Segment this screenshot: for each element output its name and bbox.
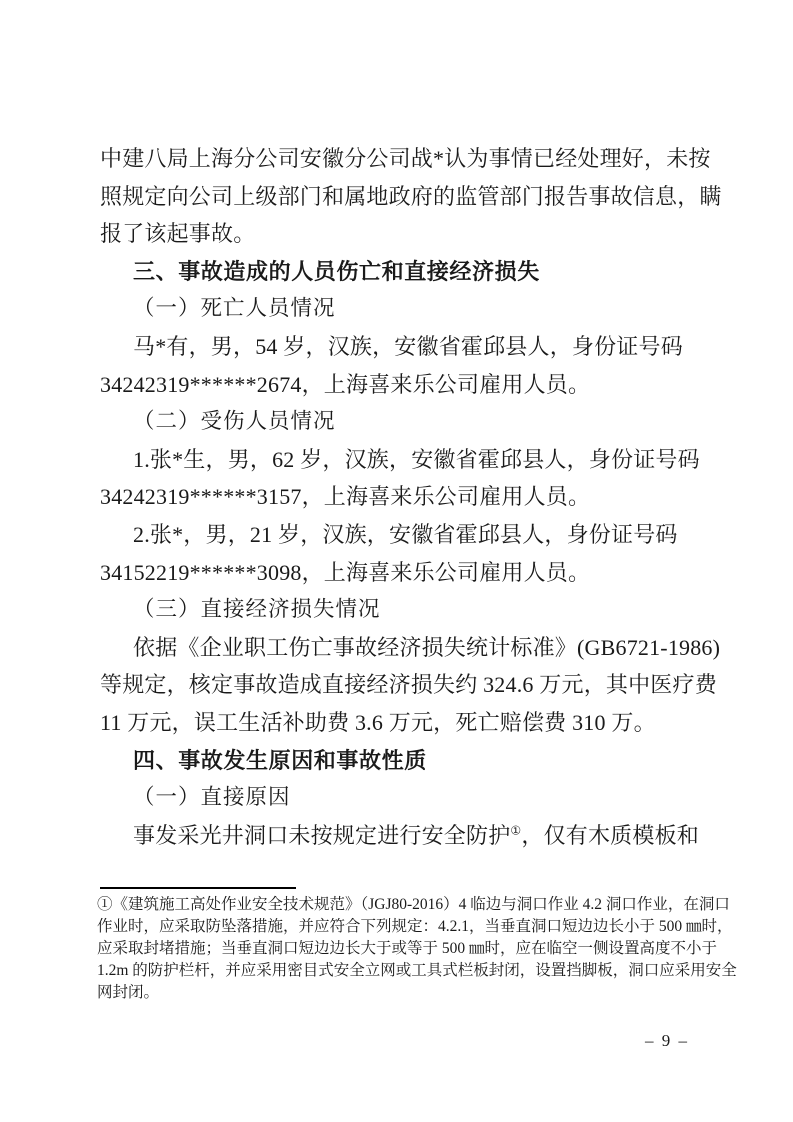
footnote-line: 应采取封堵措施；当垂直洞口短边边长大于或等于 500 ㎜时，应在临空一侧设置高度不小于: [97, 939, 718, 957]
footnote-line: ①《建筑施工高处作业安全技术规范》（JGJ80-2016）4 临边与洞口作业 4.2 洞口作业，在洞口: [97, 896, 730, 913]
section-heading-causes: 四、事故发生原因和事故性质: [133, 747, 427, 773]
body-line: 马*有，男，54 岁，汉族，安徽省霍邱县人，身份证号码: [133, 333, 683, 359]
body-line: 照规定向公司上级部门和属地政府的监管部门报告事故信息，瞒: [100, 183, 722, 209]
subsection-title-direct-cause: （一）直接原因: [133, 785, 291, 810]
body-line: 34152219******3098，上海喜来乐公司雇用人员。: [100, 559, 591, 585]
footnote-line: 作业时，应采取防坠落措施，并应符合下列规定：4.2.1，当垂直洞口短边边长小于 500 ㎜时，: [97, 917, 733, 935]
page-number: – 9 –: [645, 1031, 689, 1050]
footnote: [97, 894, 737, 1003]
body-line: 报了该起事故。: [100, 221, 256, 247]
footnote-ref-superscript: ①: [510, 823, 522, 838]
body-line: 34242319******3157，上海喜来乐公司雇用人员。: [100, 484, 591, 510]
footnote-line: 网封闭。: [97, 983, 160, 1001]
body-line: 1.张*生，男，62 岁，汉族，安徽省霍邱县人，身份证号码: [133, 446, 700, 472]
body-line: 等规定，核定事故造成直接经济损失约 324.6 万元，其中医疗费: [100, 672, 717, 698]
subsection-title-injuries: （二）受伤人员情况: [133, 409, 336, 434]
body-line: [100, 817, 701, 855]
footnote-separator: [100, 887, 296, 889]
body-line: 34242319******2674，上海喜来乐公司雇用人员。: [100, 371, 591, 397]
subsection-title-economic-loss: （三）直接经济损失情况: [133, 597, 381, 622]
direct-cause-text-cont: ，仅有木质模板和: [521, 822, 699, 848]
direct-cause-text: 事发采光井洞口未按规定进行安全防护: [133, 822, 511, 848]
document-body: [100, 140, 722, 854]
subsection-title-deaths: （一）死亡人员情况: [133, 296, 336, 321]
body-line: 11 万元，误工生活补助费 3.6 万元，死亡赔偿费 310 万。: [100, 709, 656, 735]
body-line: 依据《企业职工伤亡事故经济损失统计标准》(GB6721-1986): [133, 634, 721, 660]
body-line: 2.张*，男，21 岁，汉族，安徽省霍邱县人，身份证号码: [133, 521, 678, 547]
section-heading-casualties: 三、事故造成的人员伤亡和直接经济损失: [133, 258, 540, 284]
footnote-line: 1.2m 的防护栏杆，并应采用密目式安全立网或工具式栏板封闭，设置挡脚板，洞口应采用安全: [97, 961, 737, 979]
body-line: 中建八局上海分公司安徽分公司战*认为事情已经处理好，未按: [100, 146, 711, 171]
